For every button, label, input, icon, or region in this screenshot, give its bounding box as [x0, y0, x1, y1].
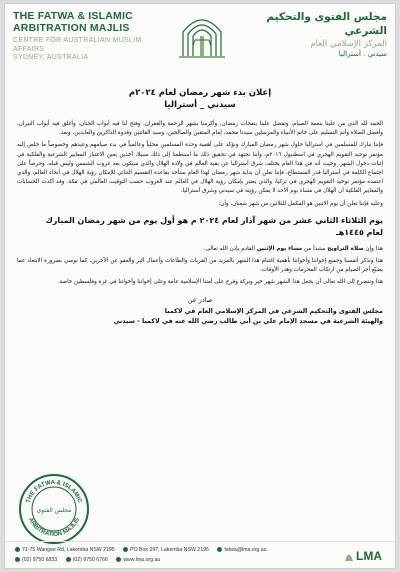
centre-name-arabic: المركز الإسلامي العام	[310, 39, 387, 49]
footer	[5, 541, 395, 568]
phone-icon	[15, 557, 20, 562]
header-english	[13, 10, 163, 63]
footer-line-contact	[15, 557, 167, 563]
taraweeh-mid: ستبدأ من	[304, 245, 326, 252]
arch-logo	[173, 6, 231, 64]
web-icon	[116, 557, 121, 562]
footer-web[interactable]: www.lma.org.au	[123, 557, 161, 563]
footer-fax: (02) 9750 6766	[72, 557, 108, 563]
paragraph-opening: الحمد لله الذي من علينا بنعمة الصيام، وتفضل علينا بنفحات رمضان، وأكرمنا بشهر الرحمة والغفران، وفتح لنا فيه أبواب الجنان، وأغلق فيه أبواب النيران، وأفضل الصلاة وأتم التسليم على خاتم الأنبياء والمرسلين سيدنا محمد، إمام المتقين والصالحين، وسيد القانتين وقدوة الذاكرين والعابدين، وبعد،	[17, 121, 383, 137]
footer-line-address	[15, 547, 274, 553]
signatory-line-1: مجلس الفتوى والتحكيم الشرعي في المركز الإسلامي العام في لاكمبا	[164, 306, 383, 315]
email-icon	[217, 547, 222, 552]
document-page	[4, 3, 396, 569]
fax-icon	[66, 557, 71, 562]
taraweeh-start: مساء يوم الإثنين	[256, 245, 303, 252]
mailbox-icon	[123, 547, 128, 552]
announcement-subtitle: سيدني _ أستراليا	[164, 100, 236, 110]
seal-text-bottom: ARBITRATION MAJLIS	[26, 517, 82, 539]
paragraph-conclusion: وعليه فإننا نعلن أن يوم الاثنين هو المكمل للثلاثين من شهر شعبان، وأن:	[218, 200, 383, 207]
location-arabic: سيدني . أستراليا	[338, 50, 387, 58]
signatory-line-2: والهيئة الشرعية في مسجد الإمام علي بن أبي طالب رضي الله عنه في لاكمبا - سيدني	[113, 316, 383, 325]
taraweeh-label: صلاة التراويح	[327, 245, 364, 252]
taraweeh-lead: هذا وإن	[365, 245, 383, 252]
lma-logo	[343, 545, 387, 565]
seal-text-center: مجلس الفتوى	[36, 507, 72, 514]
paragraph-prayer: هذا ونتضرع إلى الله تعالى أن يجعل هذا الشهر شهر خير وبركة وفرج على أمتنا الإسلامية عامة وعلى إخواننا وأخواتنا في غزة وفلسطين خاصة.	[57, 279, 383, 286]
footer-email[interactable]: fatwa@lma.org.au	[224, 547, 267, 553]
org-name-arabic: مجلس الفتوى والتحكيم الشرعي	[266, 11, 387, 37]
location-english: SYDNEY, AUSTRALIA	[13, 54, 89, 61]
centre-name-english: CENTRE FOR AUSTRALIAN MUSLIM AFFAIRS	[13, 37, 142, 53]
footer-pobox: PO Box 297, Lakemba NSW 2195	[130, 547, 209, 553]
announcement-hijri-year: لعام ١٤٤٥هـ	[336, 227, 383, 237]
header-arabic	[237, 10, 387, 59]
paragraph-taraweeh	[17, 245, 383, 254]
issued-by: صادر عن	[187, 295, 213, 304]
taraweeh-end: القادم بإذن الله تعالى.	[203, 245, 255, 252]
letter-body	[17, 88, 383, 326]
announcement-date: يوم الثلاثاء الثاني عشر من شهر آذار لعام ٢٠٢٤ م هو أول يوم من شهر رمضان المبارك	[45, 215, 383, 225]
location-icon	[15, 547, 20, 552]
paragraph-main: فإننا نبارك للمسلمين في أستراليا حلول شهر رمضان المبارك ونؤكد على أهمية وحدة المسلمين محلياً وعالمياً في بدء صيامهم وعيدهم وخصوصاً ما خلص إليه مؤتمر توحيد التقويم الهجري في اسطنبول ٢٠١٦م، وأننا نجتهد في تحقيق ذلك ما استطعنا إلى ذلك سبيلا، آخذين بعين الاعتبار المعايير الشرعية والفلكية في إثبات دخول الشهر. وحيث أنه في هذا العام يختلف شرق أستراليا عن بقية العالم في ولادة الهلال والذي سيكون بعد غروب الشمس وليس قبله، وحرصاً على اجتماع الكلمة في أستراليا قدر المستطاع، فإننا نعلن أن بداية شهر رمضان لهذا العام سنأخذ بقاعدة التقسيم الثنائي للإمكان رؤية الهلال في أنحاء العالم، والذي اعتمده مؤتمر توحيد التقويم الهجري في تركيا، والذي يعتبر بإمكان رؤية الهلال في العالم عند الغروب حسب التوقيت العالمي في مكة. وقد أكدت الحسابات والمعايير الفلكية أن الهلال في مساء يوم الأحد لا يمكن رؤيته في سيدني وشرق أستراليا.	[17, 142, 383, 195]
footer-address: 71-75 Wangee Rd, Lakemba NSW 2195	[22, 547, 115, 553]
footer-phone: (02) 9750 6833	[22, 557, 58, 563]
paragraph-reminder: هذا ونذكر أنفسنا وجميع إخواننا وأخواتنا بأهمية اغتنام هذا الشهر بالمزيد من القربات والطاعات وأعمال البر والعفو عن الآخرين، كما نوصي بضرورة الابتعاد عما يضيّع أجر الصيام من ارتكاب المحرمات وهدر الأوقات.	[17, 258, 383, 274]
official-seal	[17, 472, 91, 546]
org-name-english: THE FATWA & ISLAMIC ARBITRATION MAJLIS	[13, 10, 133, 34]
lma-logo-text: LMA	[356, 549, 382, 563]
seal-text-top: THE FATWA & ISLAMIC	[25, 479, 83, 504]
announcement-title: إعلان بدء شهر رمضان لعام ٢٠٢٤م	[128, 88, 272, 98]
